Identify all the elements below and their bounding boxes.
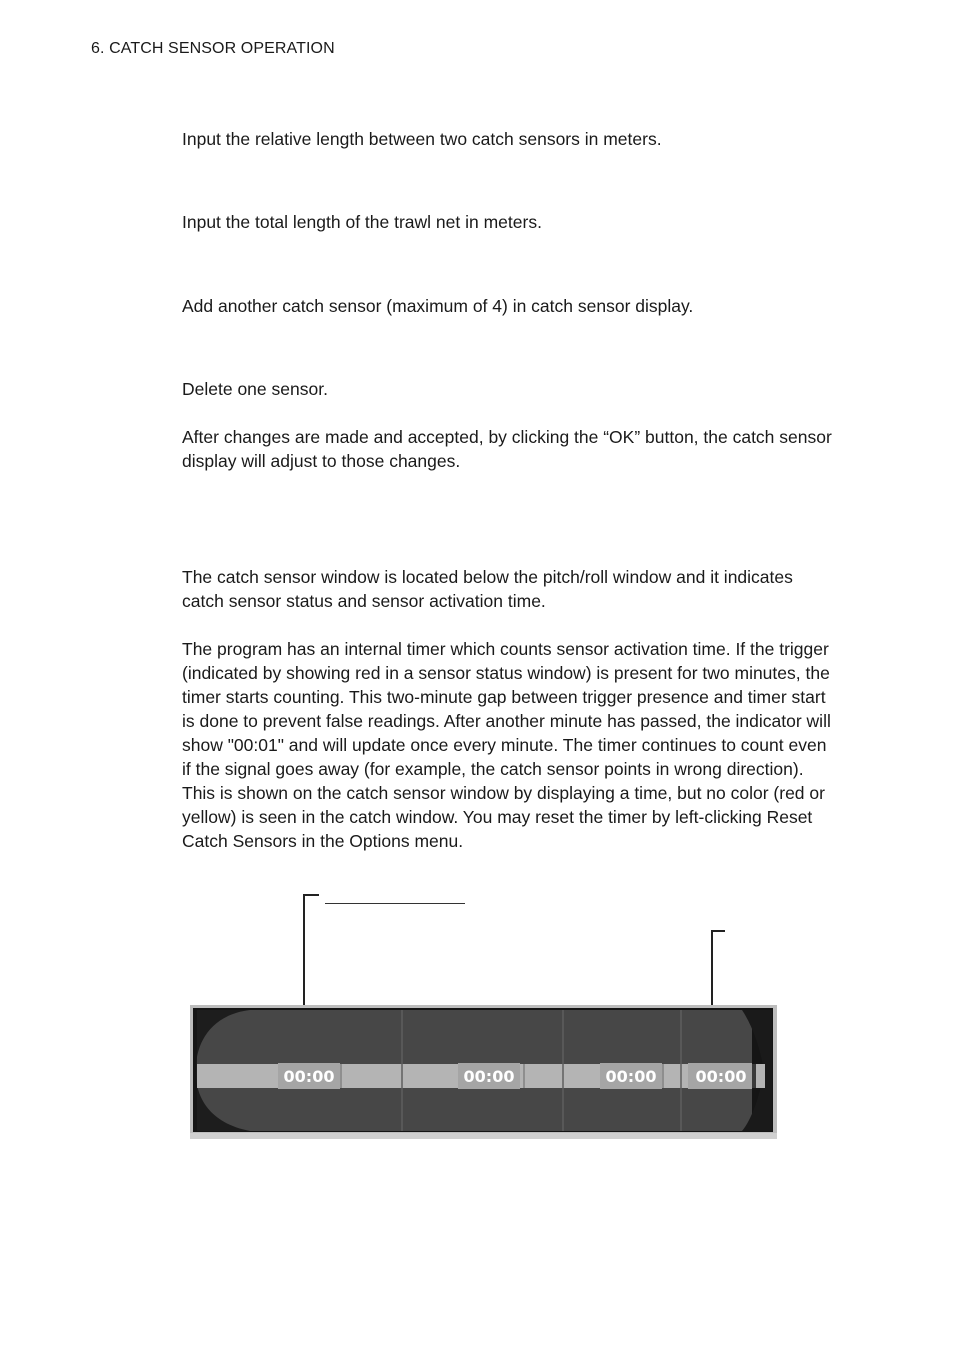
paragraph-add-sensor: Add another catch sensor (maximum of 4) in catch sensor display.	[182, 296, 694, 316]
paragraph-internal-timer: The program has an internal timer which counts sensor activation time. If the trigger (indicated by showing red in a sensor status window) is present for two minutes, the timer starts counting. This two-minute gap between trigger presence and timer start is done to prevent false readings. After another minute has passed, the indicator will show "00:01" and will update once every minute. The timer continues to count even if the signal goes away (for example, the catch sensor points in wrong direction). This is shown on the catch sensor window by displaying a time, but no color (red or yellow) is seen in the catch window. You may reset the timer by left-clicking Reset Catch Sensors in the Options menu.	[182, 639, 831, 851]
paragraph-window-location: The catch sensor window is located below the pitch/roll window and it indicates catch sensor status and sensor activation time.	[182, 567, 793, 611]
bar-gap-1	[340, 1064, 342, 1088]
paragraph-relative-length: Input the relative length between two catch sensors in meters.	[182, 129, 662, 149]
sensor-timer-4: 00:00	[695, 1067, 747, 1086]
paragraph-delete-sensor: Delete one sensor.	[182, 379, 328, 399]
bar-gap-2	[523, 1064, 525, 1088]
callout-line-status-horizontal	[303, 894, 319, 896]
paragraph-ok-changes: After changes are made and accepted, by clicking the “OK” button, the catch sensor display will adjust to those changes.	[182, 427, 832, 471]
sensor-timer-1: 00:00	[283, 1067, 335, 1086]
bar-gap-4	[752, 1064, 756, 1088]
sensor-timer-2: 00:00	[463, 1067, 515, 1086]
bar-gap-3	[662, 1064, 664, 1088]
paragraph-net-length: Input the total length of the trawl net in meters.	[182, 212, 542, 232]
window-bottom-edge	[190, 1133, 777, 1139]
section-header: 6. CATCH SENSOR OPERATION	[91, 40, 335, 57]
sensor-timer-3: 00:00	[605, 1067, 657, 1086]
callout-label-underline	[325, 903, 465, 904]
catch-sensor-window	[190, 1005, 777, 1139]
callout-line-timer-horizontal	[711, 930, 725, 932]
